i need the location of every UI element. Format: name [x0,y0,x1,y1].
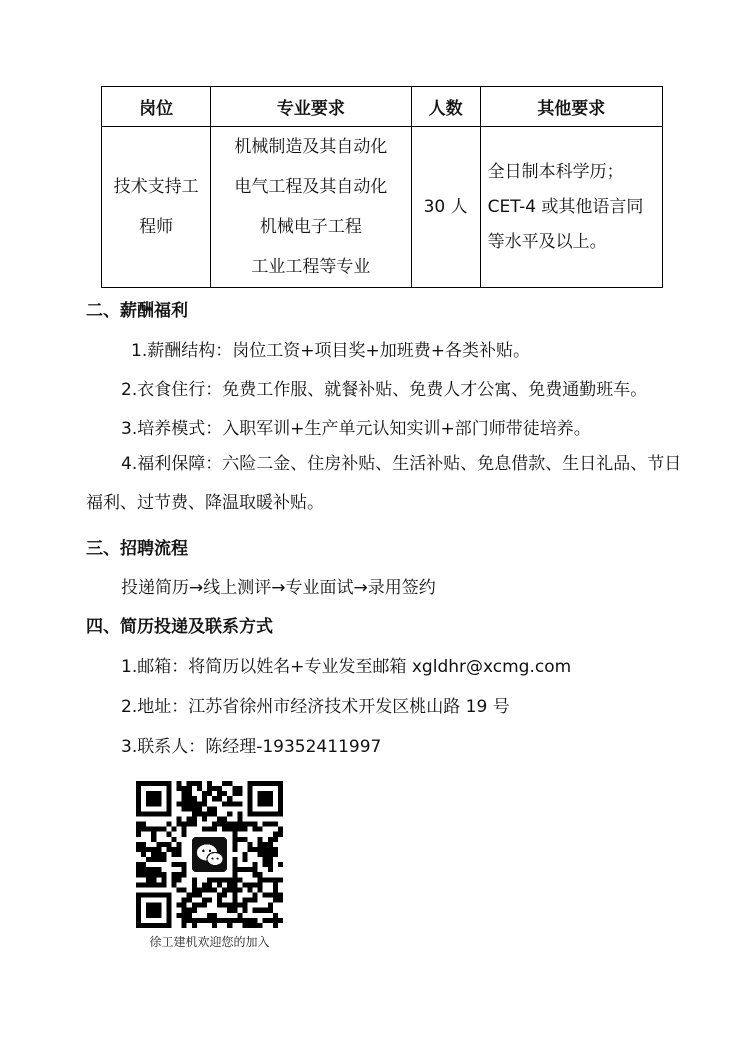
contact-address: 2.地址：江苏省徐州市经济技术开发区桃山路 19 号 [121,697,510,717]
header-count: 人数 [411,87,480,127]
other-line: 等水平及以上。 [487,231,607,252]
table-row [102,127,663,288]
section-heading-salary: 二、薪酬福利 [86,301,188,321]
job-requirements-table [101,86,663,288]
finder-top-right [248,781,283,816]
finder-bottom-left [136,893,171,928]
finder-top-left [136,781,171,816]
salary-item: 3.培养模式：入职军训+生产单元认知实训+部门师带徒培养。 [121,419,591,439]
major-line: 机械制造及其自动化 [234,137,388,157]
major-line: 机械电子工程 [259,217,362,237]
section-heading-process: 三、招聘流程 [86,539,188,559]
cell-position [102,127,211,288]
position-line: 技术支持工 [113,177,199,197]
qr-code [136,781,283,928]
salary-item: 1.薪酬结构：岗位工资+项目奖+加班费+各类补贴。 [131,341,530,361]
major-line: 工业工程等专业 [251,257,371,277]
header-major: 专业要求 [211,87,411,127]
salary-item: 4.福利保障：六险二金、住房补贴、生活补贴、免息借款、生日礼品、节日福利、过节费、降温取暖补贴。 [86,454,682,513]
table-header-row [102,87,663,127]
qr-caption: 徐工建机欢迎您的加入 [149,935,270,949]
cell-other [480,127,662,288]
other-line: 全日制本科学历； [487,161,624,182]
other-line: CET-4 或其他语言同 [487,196,644,217]
major-line: 电气工程及其自动化 [234,177,388,197]
salary-item: 2.衣食住行：免费工作服、就餐补贴、免费人才公寓、免费通勤班车。 [121,380,648,400]
contact-person: 3.联系人：陈经理-19352411997 [121,737,382,757]
header-position: 岗位 [102,87,211,127]
cell-majors [211,127,411,288]
process-text: 投递简历→线上测评→专业面试→录用签约 [121,578,436,598]
wechat-icon [189,834,230,875]
header-other: 其他要求 [480,87,662,127]
section-heading-contact: 四、简历投递及联系方式 [86,617,273,637]
contact-email: 1.邮箱：将简历以姓名+专业发至邮箱 xgldhr@xcmg.com [121,657,572,677]
cell-count: 30 人 [411,127,480,288]
position-line: 程师 [139,217,174,237]
